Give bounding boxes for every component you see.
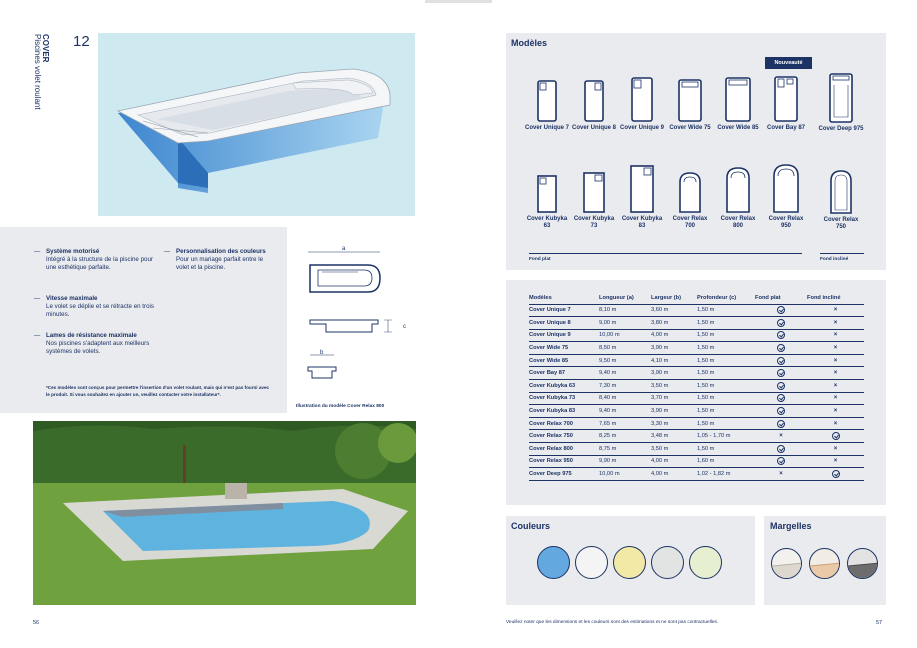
model-cell: Cover Relax 950 [529,455,599,468]
model-cell: Cover Kubyka 63 [529,380,599,393]
model-label: Cover Kubyka 63 [526,216,568,229]
length-cell: 8,10 m [599,304,651,317]
model-outline-icon [678,79,702,122]
cross-icon: × [833,408,838,415]
width-cell: 3,70 m [651,392,697,405]
fond-plat-cell [755,329,807,342]
check-circle-icon [832,432,840,440]
width-cell: 3,90 m [651,405,697,418]
table-row [529,317,864,330]
model-label: Cover Wide 75 [669,125,711,131]
color-swatch [651,546,684,579]
width-cell: 3,50 m [651,443,697,456]
feature-item: — Lames de résistance maximale Nos piscines s'adaptent aux meilleurs systèmes de volets. [46,332,156,356]
model-outline-icon [584,80,604,122]
table-row [529,430,864,443]
table-row [529,354,864,367]
col-header: Modèles [529,292,599,304]
cross-icon: × [833,458,838,465]
feature-heading: Personnalisation des couleurs [176,248,266,255]
depth-cell: 1,50 m [697,329,755,342]
margelle-swatch-white [771,548,802,579]
fond-plat-label: Fond plat [529,257,551,262]
model-card [571,80,617,132]
length-cell: 7,30 m [599,380,651,393]
fond-plat-cell [755,380,807,393]
models-panel [506,33,886,270]
model-label: Cover Relax 950 [768,216,804,229]
model-outline-icon [773,164,799,213]
model-cell: Cover Relax 800 [529,443,599,456]
depth-cell: 1,50 m [697,417,755,430]
side-view-outline [310,320,378,332]
check-circle-icon [777,344,785,352]
model-outline-icon [830,170,852,214]
model-card [715,77,761,132]
check-circle-icon [777,394,785,402]
depth-cell: 1,05 - 1,70 m [697,430,755,443]
color-swatch [537,546,570,579]
model-card [763,76,809,132]
margelles-title: Margelles [770,521,812,531]
cross-icon: × [833,395,838,402]
model-card [715,167,761,230]
dimension-diagrams [298,240,418,390]
top-edge-bar [425,0,492,3]
feature-item: — Vitesse maximale Le volet se déplie et se rétracte en trois minutes. [34,295,154,318]
depth-cell: 1,50 m [697,304,755,317]
model-outline-icon [631,77,653,122]
cross-icon: × [833,319,838,326]
model-cell: Cover Kubyka 73 [529,392,599,405]
model-label: Cover Relax 750 [823,217,859,230]
width-cell: 3,48 m [651,430,697,443]
fond-plat-rule [529,253,802,254]
label-a: a [342,246,346,252]
fond-plat-cell [755,417,807,430]
model-label: Cover Unique 9 [619,125,664,131]
fond-incline-cell [807,342,864,355]
length-cell: 8,75 m [599,443,651,456]
model-card [763,164,809,230]
model-outline-icon [583,172,605,213]
models-title: Modèles [511,38,548,48]
model-cell: Cover Relax 750 [529,430,599,443]
check-circle-icon [777,319,785,327]
col-header: Profondeur (c) [697,292,755,304]
feature-heading: Lames de résistance maximale [46,332,137,339]
length-cell: 10,00 m [599,468,651,481]
model-label: Cover Wide 85 [717,125,759,131]
model-card [524,80,570,132]
fond-incline-cell [807,430,864,443]
fond-incline-cell [807,443,864,456]
model-cell: Cover Wide 85 [529,354,599,367]
garden-pool-photo [33,421,416,605]
feature-heading: Système motorisé [46,248,100,255]
model-outline-icon [630,165,654,213]
col-header: Fond plat [755,292,807,304]
model-card [619,77,665,132]
fond-incline-cell [807,354,864,367]
fond-plat-cell [755,392,807,405]
table-row [529,329,864,342]
fond-incline-label: Fond incliné [820,257,849,262]
vertical-title [33,34,49,154]
depth-cell: 1,50 m [697,443,755,456]
fond-incline-cell [807,367,864,380]
table-row [529,342,864,355]
color-swatch [575,546,608,579]
depth-cell: 1,50 m [697,405,755,418]
check-circle-icon [832,470,840,478]
feature-item: — Système motorisé Intégré à la structure de la piscine pour une esthétique parfaite. [46,248,156,272]
label-c: c [403,324,406,330]
cross-icon: × [833,345,838,352]
hero-pool-render [98,33,415,216]
front-view-outline [308,367,336,378]
length-cell: 8,25 m [599,430,651,443]
table-row [529,468,864,481]
fond-plat-cell [755,443,807,456]
feature-text: Intégré à la structure de la piscine pour une esthétique parfaite. [46,256,153,271]
model-card [818,73,864,133]
table-row [529,392,864,405]
col-header: Largeur (b) [651,292,697,304]
table-row [529,455,864,468]
length-cell: 10,00 m [599,329,651,342]
model-card [667,172,713,230]
length-cell: 9,40 m [599,405,651,418]
model-card [571,172,617,230]
margelle-swatch-beige [809,548,840,579]
table-header-row [529,292,864,304]
col-header: Fond incliné [807,292,864,304]
model-cell: Cover Unique 8 [529,317,599,330]
model-cell: Cover Wide 75 [529,342,599,355]
cross-icon: × [779,433,783,440]
feature-text: Le volet se déplie et se rétracte en trois minutes. [46,303,154,318]
disclaimer: Veuillez noter que les dimensions et les couleurs sont des estimations et ne sont pas contractuelles. [506,620,719,625]
cross-icon: × [833,370,838,377]
cross-icon: × [779,471,783,478]
feature-heading: Vitesse maximale [46,295,98,302]
feature-text: Pour un mariage parfait entre le volet et la piscine. [176,256,264,271]
cross-icon: × [833,357,838,364]
specs-table [529,292,864,481]
fond-plat-cell [755,430,807,443]
model-label: Cover Bay 87 [766,125,806,131]
model-label: Cover Unique 8 [571,125,616,131]
model-card [524,175,570,230]
model-outline-icon [725,77,751,122]
check-circle-icon [777,420,785,428]
page-number-right: 57 [876,620,883,626]
col-header: Longueur (a) [599,292,651,304]
width-cell: 4,00 m [651,468,697,481]
width-cell: 3,80 m [651,317,697,330]
model-label: Cover Relax 700 [672,216,708,229]
check-circle-icon [777,445,785,453]
table-row [529,443,864,456]
length-cell: 9,50 m [599,354,651,367]
check-circle-icon [777,306,785,314]
model-cell: Cover Bay 87 [529,367,599,380]
model-label: Cover Relax 800 [720,216,756,229]
depth-cell: 1,02 - 1,82 m [697,468,755,481]
fond-plat-cell [755,304,807,317]
table-row [529,367,864,380]
fond-incline-cell [807,380,864,393]
fond-plat-cell [755,468,807,481]
pool-render-illustration [98,33,415,216]
model-outline-icon [537,80,557,122]
feature-item: — Personnalisation des couleurs Pour un mariage parfait entre le volet et la piscine. [176,248,271,272]
section-number: 12 [73,33,90,50]
check-circle-icon [777,407,785,415]
diagram-caption: Illustration du modèle Cover Relax 800 [296,404,385,409]
model-outline-icon [537,175,557,213]
depth-cell: 1,50 m [697,392,755,405]
table-row [529,380,864,393]
model-label: Cover Kubyka 83 [621,216,663,229]
depth-cell: 1,50 m [697,342,755,355]
fond-incline-cell [807,304,864,317]
width-cell: 4,00 m [651,329,697,342]
fond-incline-rule [820,253,864,254]
check-circle-icon [777,369,785,377]
color-swatch [689,546,722,579]
length-cell: 9,90 m [599,455,651,468]
model-outline-icon [829,73,853,123]
model-outline-icon [726,167,750,213]
footnote: *Ces modèles sont conçus pour permettre l'insertion d'un volet roulant, mais qui n'est pas fourni avec le produit. Si vous souhaitez en ajouter un, veuillez contacter votre installateur*. [46,385,270,397]
label-b: b [320,350,324,356]
vertical-title-main: COVER [41,34,50,63]
fond-incline-cell [807,417,864,430]
color-swatch [613,546,646,579]
width-cell: 4,10 m [651,354,697,367]
cross-icon: × [833,307,838,314]
length-cell: 9,00 m [599,317,651,330]
cross-icon: × [833,382,838,389]
length-cell: 7,65 m [599,417,651,430]
width-cell: 3,90 m [651,367,697,380]
width-cell: 4,00 m [651,455,697,468]
length-cell: 9,40 m [599,367,651,380]
model-cell: Cover Deep 975 [529,468,599,481]
model-card [619,165,665,230]
model-cell: Cover Kubyka 83 [529,405,599,418]
fond-plat-cell [755,367,807,380]
fond-plat-cell [755,354,807,367]
margelle-swatch-grey [847,548,878,579]
fond-incline-cell [807,392,864,405]
model-label: Cover Kubyka 73 [573,216,615,229]
depth-cell: 1,50 m [697,317,755,330]
model-cell: Cover Unique 9 [529,329,599,342]
model-outline-icon [679,172,701,213]
feature-text: Nos piscines s'adaptent aux meilleurs systèmes de volets. [46,340,150,355]
fond-incline-cell [807,329,864,342]
table-row [529,417,864,430]
check-circle-icon [777,357,785,365]
model-label: Cover Deep 975 [818,126,864,132]
depth-cell: 1,60 m [697,455,755,468]
depth-cell: 1,50 m [697,354,755,367]
model-card [818,170,864,231]
fond-incline-cell [807,468,864,481]
vertical-title-sub: Piscines volet roulant [33,34,42,110]
fond-incline-cell [807,317,864,330]
check-circle-icon [777,457,785,465]
cross-icon: × [833,445,838,452]
width-cell: 3,50 m [651,380,697,393]
fond-plat-cell [755,342,807,355]
depth-cell: 1,50 m [697,380,755,393]
model-card [667,79,713,132]
new-badge: Nouveauté [765,57,812,69]
model-cell: Cover Relax 700 [529,417,599,430]
fond-incline-cell [807,455,864,468]
model-cell: Cover Unique 7 [529,304,599,317]
width-cell: 3,30 m [651,417,697,430]
fond-incline-cell [807,405,864,418]
model-outline-icon [774,76,798,122]
colors-title: Couleurs [511,521,551,531]
page-number-left: 56 [33,620,40,626]
fond-plat-cell [755,405,807,418]
model-label: Cover Unique 7 [524,125,569,131]
check-circle-icon [777,382,785,390]
width-cell: 3,60 m [651,304,697,317]
depth-cell: 1,50 m [697,367,755,380]
fond-plat-cell [755,455,807,468]
check-circle-icon [777,331,785,339]
cross-icon: × [833,332,838,339]
length-cell: 8,40 m [599,392,651,405]
cross-icon: × [833,420,838,427]
table-row [529,304,864,317]
table-row [529,405,864,418]
width-cell: 3,90 m [651,342,697,355]
length-cell: 8,50 m [599,342,651,355]
fond-plat-cell [755,317,807,330]
